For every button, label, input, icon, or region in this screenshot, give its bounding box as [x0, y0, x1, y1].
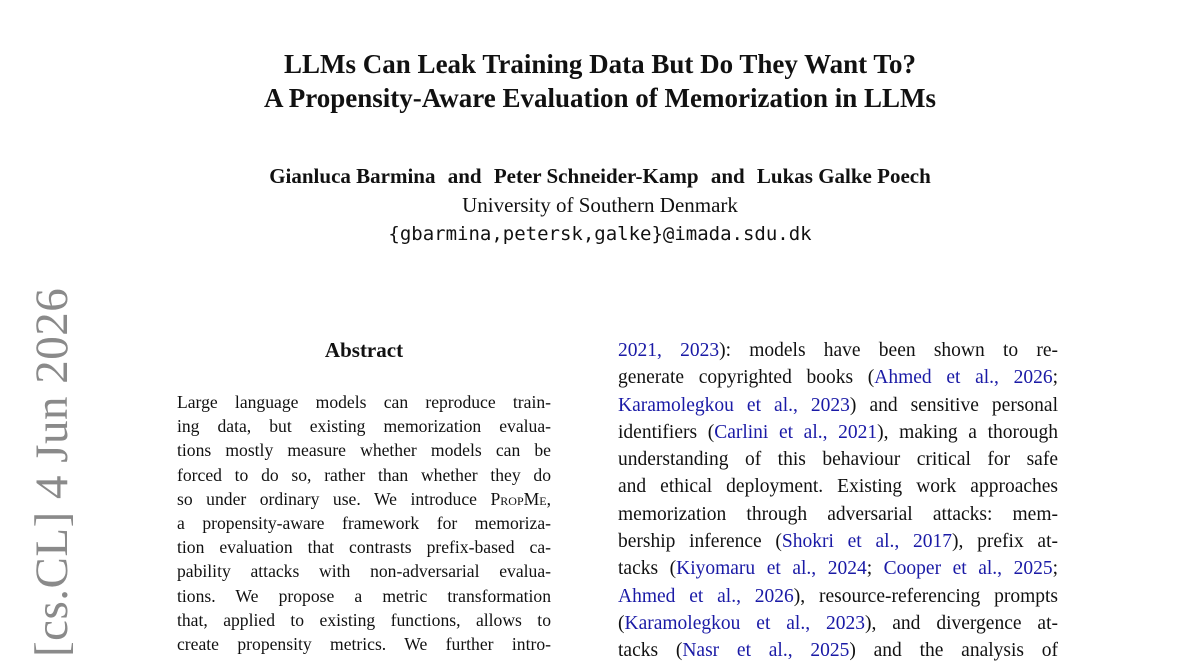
citation-link[interactable]: Shokri et al., 2017 — [781, 531, 953, 553]
citation-link[interactable]: Cooper et al., 2025 — [883, 558, 1053, 580]
body-line — [618, 337, 1058, 364]
arxiv-stamp-text: [cs.CL] 4 Jun 2026 — [26, 287, 78, 657]
citation-link[interactable]: Karamolegkou et al., 2023 — [618, 394, 850, 416]
abstract-heading: Abstract — [324, 338, 404, 362]
author-name: Gianluca Barmina — [269, 164, 436, 188]
body-line — [618, 419, 1058, 446]
body-text: ; — [1052, 558, 1059, 580]
body-text: ), and divergence at- — [865, 612, 1058, 634]
citation-link[interactable]: Kiyomaru et al., 2024 — [676, 558, 867, 580]
body-text: ( — [618, 612, 625, 634]
abstract-line: tions. We propose a metric transformation — [177, 585, 551, 606]
body-line — [618, 637, 1058, 664]
body-text: ), making a thorough — [877, 421, 1058, 443]
arxiv-stamp — [26, 287, 88, 662]
abstract-line: that, applied to existing functions, allows to — [177, 609, 551, 630]
body-text: ): models have been shown to re- — [719, 340, 1058, 361]
author-name: Peter Schneider-Kamp — [493, 164, 699, 188]
abstract-line: forced to do so, rather than whether they do — [177, 464, 551, 485]
abstract-line: create propensity metrics. We further intro- — [177, 634, 551, 655]
citation-link[interactable]: Karamolegkou et al., 2023 — [624, 612, 865, 634]
body-text: ) and sensitive personal — [849, 394, 1058, 416]
body-text: ; — [1052, 367, 1058, 389]
body-text: ), resource-referencing prompts — [793, 585, 1058, 607]
abstract-line — [177, 487, 551, 511]
right-column — [618, 337, 1058, 665]
body-text: identifiers ( — [618, 421, 715, 443]
body-line — [618, 555, 1058, 582]
body-line — [618, 528, 1058, 555]
abstract-line: pability attacks with non-adversarial evalua- — [177, 561, 551, 582]
abstract-text: , — [546, 488, 551, 509]
author-list — [0, 162, 1200, 190]
body-text: generate copyrighted books ( — [618, 367, 875, 389]
abstract-line: tions mostly measure whether models can be — [177, 440, 551, 461]
author-name: Lukas Galke Poech — [756, 164, 931, 188]
body-line: memorization through adversarial attacks: mem- — [618, 503, 1058, 525]
body-text: ), prefix at- — [952, 531, 1058, 553]
body-line: understanding of this behaviour critical for safe — [618, 449, 1058, 471]
author-separator: and — [447, 164, 482, 188]
abstract-line: Large language models can reproduce train- — [177, 392, 551, 412]
paper-title-line-2: A Propensity-Aware Evaluation of Memorization in LLMs — [264, 83, 936, 113]
body-line: and ethical deployment. Existing work approaches — [618, 476, 1058, 498]
body-text: ; — [866, 558, 884, 580]
abstract-line: ing data, but existing memorization evalua- — [177, 416, 551, 437]
body-text: tacks ( — [618, 640, 683, 662]
body-text: bership inference ( — [618, 531, 782, 553]
citation-link[interactable]: 2021, 2023 — [618, 340, 720, 361]
author-emails: {gbarmina,petersk,galke}@imada.sdu.dk — [388, 223, 812, 245]
citation-link[interactable]: Ahmed et al., 2026 — [874, 367, 1053, 389]
body-line — [618, 583, 1058, 610]
left-column — [177, 336, 551, 656]
body-line — [618, 364, 1058, 391]
citation-link[interactable]: Nasr et al., 2025 — [682, 640, 850, 662]
paper-title-line-1: LLMs Can Leak Training Data But Do They Want To? — [284, 49, 916, 79]
body-line — [618, 610, 1058, 637]
citation-link[interactable]: Carlini et al., 2021 — [714, 421, 878, 443]
citation-link[interactable]: Ahmed et al., 2026 — [618, 585, 794, 607]
abstract-line: a propensity-aware framework for memoriza- — [177, 513, 551, 534]
affiliation: University of Southern Denmark — [462, 193, 738, 217]
abstract-body — [177, 390, 551, 656]
abstract-text: so under ordinary use. We introduce — [177, 488, 491, 509]
method-name: PropMe — [490, 488, 547, 509]
abstract-line: tion evaluation that contrasts prefix-based ca- — [177, 537, 551, 558]
body-line — [618, 392, 1058, 419]
paper-title — [0, 47, 1200, 115]
body-text: ) and the analysis of — [849, 640, 1058, 662]
body-text: tacks ( — [618, 558, 677, 580]
author-separator: and — [710, 164, 745, 188]
